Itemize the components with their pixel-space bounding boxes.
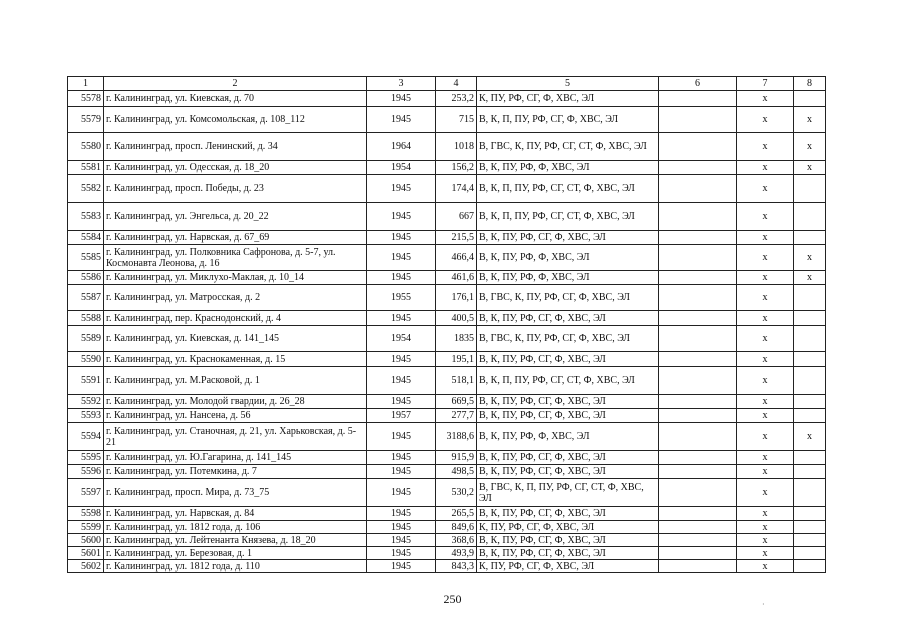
build-year: 1945 (367, 465, 436, 479)
area: 461,6 (436, 271, 477, 285)
area: 518,1 (436, 367, 477, 395)
address: г. Калининград, ул. Комсомольская, д. 108_112 (104, 107, 367, 133)
col-6-value (659, 465, 737, 479)
row-number: 5599 (68, 521, 104, 534)
address: г. Калининград, ул. Миклухо-Маклая, д. 10_14 (104, 271, 367, 285)
engineering-systems: В, К, П, ПУ, РФ, СГ, СТ, Ф, ХВС, ЭЛ (477, 203, 659, 231)
address: г. Калининград, ул. Молодой гвардии, д. 26_28 (104, 395, 367, 409)
col-7-mark: x (737, 409, 794, 423)
build-year: 1945 (367, 479, 436, 507)
table-row (68, 231, 826, 245)
col-7-mark: x (737, 479, 794, 507)
row-number: 5590 (68, 352, 104, 367)
engineering-systems: В, К, П, ПУ, РФ, СГ, СТ, Ф, ХВС, ЭЛ (477, 175, 659, 203)
col-8-mark (794, 311, 826, 326)
col-6-value (659, 203, 737, 231)
table-row (68, 271, 826, 285)
engineering-systems: В, ГВС, К, ПУ, РФ, СГ, Ф, ХВС, ЭЛ (477, 285, 659, 311)
col-8-mark (794, 367, 826, 395)
engineering-systems: В, ГВС, К, ПУ, РФ, СГ, Ф, ХВС, ЭЛ (477, 326, 659, 352)
area: 215,5 (436, 231, 477, 245)
area: 843,3 (436, 560, 477, 573)
row-number: 5589 (68, 326, 104, 352)
row-number: 5578 (68, 91, 104, 107)
engineering-systems: В, К, ПУ, РФ, Ф, ХВС, ЭЛ (477, 161, 659, 175)
address: г. Калининград, ул. 1812 года, д. 106 (104, 521, 367, 534)
area: 3188,6 (436, 423, 477, 451)
area: 156,2 (436, 161, 477, 175)
table-row (68, 175, 826, 203)
build-year: 1945 (367, 245, 436, 271)
col-6-value (659, 352, 737, 367)
address: г. Калининград, просп. Мира, д. 73_75 (104, 479, 367, 507)
col-8-mark (794, 395, 826, 409)
table-row (68, 409, 826, 423)
table-row (68, 285, 826, 311)
col-6-value (659, 367, 737, 395)
row-number: 5586 (68, 271, 104, 285)
engineering-systems: В, К, П, ПУ, РФ, СГ, Ф, ХВС, ЭЛ (477, 107, 659, 133)
build-year: 1945 (367, 534, 436, 547)
col-7-mark: x (737, 231, 794, 245)
table-row (68, 479, 826, 507)
engineering-systems: В, К, ПУ, РФ, СГ, Ф, ХВС, ЭЛ (477, 352, 659, 367)
scan-speck: · (762, 600, 765, 609)
page-number: 250 (443, 592, 462, 606)
col-7-mark: x (737, 107, 794, 133)
col-7-mark: x (737, 175, 794, 203)
row-number: 5592 (68, 395, 104, 409)
table-body (68, 77, 826, 573)
address: г. Калининград, ул. Краснокаменная, д. 15 (104, 352, 367, 367)
col-7-mark: x (737, 203, 794, 231)
engineering-systems: В, ГВС, К, ПУ, РФ, СГ, СТ, Ф, ХВС, ЭЛ (477, 133, 659, 161)
col-3-header: 3 (367, 77, 436, 91)
address: г. Калининград, ул. Киевская, д. 70 (104, 91, 367, 107)
address: г. Калининград, ул. Нарвская, д. 67_69 (104, 231, 367, 245)
col-8-mark: x (794, 161, 826, 175)
col-7-mark: x (737, 560, 794, 573)
table-row (68, 423, 826, 451)
address: г. Калининград, ул. М.Расковой, д. 1 (104, 367, 367, 395)
col-7-mark: x (737, 91, 794, 107)
row-number: 5588 (68, 311, 104, 326)
col-8-mark (794, 326, 826, 352)
col-7-mark: x (737, 507, 794, 521)
area: 368,6 (436, 534, 477, 547)
address: г. Калининград, ул. 1812 года, д. 110 (104, 560, 367, 573)
col-8-mark (794, 203, 826, 231)
row-number: 5583 (68, 203, 104, 231)
col-6-value (659, 423, 737, 451)
build-year: 1945 (367, 311, 436, 326)
build-year: 1957 (367, 409, 436, 423)
row-number: 5600 (68, 534, 104, 547)
engineering-systems: В, К, П, ПУ, РФ, СГ, СТ, Ф, ХВС, ЭЛ (477, 367, 659, 395)
col-7-mark: x (737, 326, 794, 352)
engineering-systems: В, К, ПУ, РФ, СГ, Ф, ХВС, ЭЛ (477, 409, 659, 423)
address: г. Калининград, ул. Матросская, д. 2 (104, 285, 367, 311)
build-year: 1945 (367, 451, 436, 465)
build-year: 1945 (367, 395, 436, 409)
engineering-systems: В, К, ПУ, РФ, СГ, Ф, ХВС, ЭЛ (477, 231, 659, 245)
col-7-mark: x (737, 161, 794, 175)
table-row (68, 395, 826, 409)
col-6-value (659, 107, 737, 133)
area: 530,2 (436, 479, 477, 507)
address: г. Калининград, пер. Краснодонский, д. 4 (104, 311, 367, 326)
engineering-systems: В, К, ПУ, РФ, Ф, ХВС, ЭЛ (477, 271, 659, 285)
col-8-mark (794, 451, 826, 465)
row-number: 5601 (68, 547, 104, 560)
build-year: 1945 (367, 560, 436, 573)
table-row (68, 547, 826, 560)
address: г. Калининград, ул. Ю.Гагарина, д. 141_145 (104, 451, 367, 465)
engineering-systems: В, К, ПУ, РФ, СГ, Ф, ХВС, ЭЛ (477, 507, 659, 521)
row-number: 5591 (68, 367, 104, 395)
build-year: 1955 (367, 285, 436, 311)
build-year: 1945 (367, 271, 436, 285)
table-row (68, 367, 826, 395)
col-8-mark (794, 465, 826, 479)
col-8-mark (794, 560, 826, 573)
col-4-header: 4 (436, 77, 477, 91)
col-8-mark (794, 285, 826, 311)
table-row (68, 521, 826, 534)
col-6-value (659, 285, 737, 311)
col-7-mark: x (737, 352, 794, 367)
col-8-mark (794, 479, 826, 507)
col-6-value (659, 311, 737, 326)
table-row (68, 203, 826, 231)
address: г. Калининград, ул. Лейтенанта Князева, д. 18_20 (104, 534, 367, 547)
col-2-header: 2 (104, 77, 367, 91)
engineering-systems: К, ПУ, РФ, СГ, Ф, ХВС, ЭЛ (477, 560, 659, 573)
row-number: 5593 (68, 409, 104, 423)
row-number: 5579 (68, 107, 104, 133)
col-6-value (659, 231, 737, 245)
col-5-header: 5 (477, 77, 659, 91)
col-7-mark: x (737, 451, 794, 465)
col-8-mark: x (794, 423, 826, 451)
build-year: 1945 (367, 367, 436, 395)
engineering-systems: В, К, ПУ, РФ, Ф, ХВС, ЭЛ (477, 245, 659, 271)
col-8-mark: x (794, 271, 826, 285)
table-row (68, 534, 826, 547)
engineering-systems: В, К, ПУ, РФ, СГ, Ф, ХВС, ЭЛ (477, 451, 659, 465)
col-6-value (659, 245, 737, 271)
col-8-mark (794, 534, 826, 547)
col-6-value (659, 395, 737, 409)
col-8-mark (794, 175, 826, 203)
address: г. Калининград, просп. Ленинский, д. 34 (104, 133, 367, 161)
table-row (68, 560, 826, 573)
build-year: 1945 (367, 352, 436, 367)
build-year: 1945 (367, 203, 436, 231)
area: 667 (436, 203, 477, 231)
table-row (68, 91, 826, 107)
row-number: 5580 (68, 133, 104, 161)
col-7-mark: x (737, 367, 794, 395)
engineering-systems: В, К, ПУ, РФ, СГ, Ф, ХВС, ЭЛ (477, 547, 659, 560)
col-7-mark: x (737, 245, 794, 271)
col-7-mark: x (737, 534, 794, 547)
build-year: 1964 (367, 133, 436, 161)
area: 493,9 (436, 547, 477, 560)
area: 715 (436, 107, 477, 133)
engineering-systems: К, ПУ, РФ, СГ, Ф, ХВС, ЭЛ (477, 91, 659, 107)
build-year: 1945 (367, 423, 436, 451)
engineering-systems: В, ГВС, К, П, ПУ, РФ, СГ, СТ, Ф, ХВС, ЭЛ (477, 479, 659, 507)
col-7-mark: x (737, 285, 794, 311)
col-6-value (659, 175, 737, 203)
area: 253,2 (436, 91, 477, 107)
address: г. Калининград, ул. Нарвская, д. 84 (104, 507, 367, 521)
column-number-row (68, 77, 826, 91)
table-row (68, 507, 826, 521)
col-6-value (659, 534, 737, 547)
col-6-value (659, 547, 737, 560)
area: 849,6 (436, 521, 477, 534)
address: г. Калининград, просп. Победы, д. 23 (104, 175, 367, 203)
address: г. Калининград, ул. Станочная, д. 21, ул. Харьковская, д. 5-21 (104, 423, 367, 451)
col-6-value (659, 409, 737, 423)
row-number: 5596 (68, 465, 104, 479)
col-8-header: 8 (794, 77, 826, 91)
row-number: 5584 (68, 231, 104, 245)
col-8-mark (794, 521, 826, 534)
area: 400,5 (436, 311, 477, 326)
col-7-mark: x (737, 465, 794, 479)
build-year: 1945 (367, 547, 436, 560)
engineering-systems: В, К, ПУ, РФ, СГ, Ф, ХВС, ЭЛ (477, 395, 659, 409)
address: г. Калининград, ул. Киевская, д. 141_145 (104, 326, 367, 352)
table-row (68, 107, 826, 133)
table-row (68, 451, 826, 465)
housing-register-table (67, 76, 826, 573)
build-year: 1945 (367, 521, 436, 534)
col-7-mark: x (737, 311, 794, 326)
address: г. Калининград, ул. Нансена, д. 56 (104, 409, 367, 423)
col-8-mark: x (794, 245, 826, 271)
address: г. Калининград, ул. Березовая, д. 1 (104, 547, 367, 560)
row-number: 5585 (68, 245, 104, 271)
engineering-systems: В, К, ПУ, РФ, Ф, ХВС, ЭЛ (477, 423, 659, 451)
col-8-mark (794, 231, 826, 245)
col-7-mark: x (737, 423, 794, 451)
area: 466,4 (436, 245, 477, 271)
area: 498,5 (436, 465, 477, 479)
row-number: 5595 (68, 451, 104, 465)
build-year: 1945 (367, 507, 436, 521)
table-row (68, 161, 826, 175)
col-8-mark (794, 91, 826, 107)
table-row (68, 133, 826, 161)
col-8-mark: x (794, 107, 826, 133)
build-year: 1945 (367, 175, 436, 203)
build-year: 1945 (367, 91, 436, 107)
col-6-value (659, 479, 737, 507)
col-8-mark (794, 507, 826, 521)
row-number: 5587 (68, 285, 104, 311)
address: г. Калининград, ул. Потемкина, д. 7 (104, 465, 367, 479)
table-row (68, 311, 826, 326)
col-1-header: 1 (68, 77, 104, 91)
build-year: 1945 (367, 231, 436, 245)
col-7-mark: x (737, 133, 794, 161)
row-number: 5602 (68, 560, 104, 573)
area: 277,7 (436, 409, 477, 423)
col-6-value (659, 560, 737, 573)
build-year: 1945 (367, 107, 436, 133)
table-row (68, 326, 826, 352)
address: г. Калининград, ул. Полковника Сафронова, д. 5-7, ул. Космонавта Леонова, д. 16 (104, 245, 367, 271)
col-6-value (659, 271, 737, 285)
address: г. Калининград, ул. Одесская, д. 18_20 (104, 161, 367, 175)
row-number: 5594 (68, 423, 104, 451)
area: 1018 (436, 133, 477, 161)
area: 174,4 (436, 175, 477, 203)
col-7-header: 7 (737, 77, 794, 91)
row-number: 5597 (68, 479, 104, 507)
area: 669,5 (436, 395, 477, 409)
row-number: 5582 (68, 175, 104, 203)
col-6-value (659, 133, 737, 161)
col-8-mark: x (794, 133, 826, 161)
col-7-mark: x (737, 271, 794, 285)
col-6-value (659, 521, 737, 534)
col-6-value (659, 507, 737, 521)
col-7-mark: x (737, 395, 794, 409)
table-row (68, 352, 826, 367)
engineering-systems: В, К, ПУ, РФ, СГ, Ф, ХВС, ЭЛ (477, 534, 659, 547)
col-6-value (659, 161, 737, 175)
row-number: 5581 (68, 161, 104, 175)
col-8-mark (794, 409, 826, 423)
col-7-mark: x (737, 521, 794, 534)
col-6-value (659, 326, 737, 352)
col-6-value (659, 91, 737, 107)
area: 265,5 (436, 507, 477, 521)
col-8-mark (794, 547, 826, 560)
area: 176,1 (436, 285, 477, 311)
build-year: 1954 (367, 326, 436, 352)
engineering-systems: В, К, ПУ, РФ, СГ, Ф, ХВС, ЭЛ (477, 465, 659, 479)
area: 915,9 (436, 451, 477, 465)
address: г. Калининград, ул. Энгельса, д. 20_22 (104, 203, 367, 231)
build-year: 1954 (367, 161, 436, 175)
col-8-mark (794, 352, 826, 367)
area: 195,1 (436, 352, 477, 367)
engineering-systems: К, ПУ, РФ, СГ, Ф, ХВС, ЭЛ (477, 521, 659, 534)
table-row (68, 245, 826, 271)
area: 1835 (436, 326, 477, 352)
engineering-systems: В, К, ПУ, РФ, СГ, Ф, ХВС, ЭЛ (477, 311, 659, 326)
col-7-mark: x (737, 547, 794, 560)
col-6-value (659, 451, 737, 465)
table-row (68, 465, 826, 479)
row-number: 5598 (68, 507, 104, 521)
col-6-header: 6 (659, 77, 737, 91)
